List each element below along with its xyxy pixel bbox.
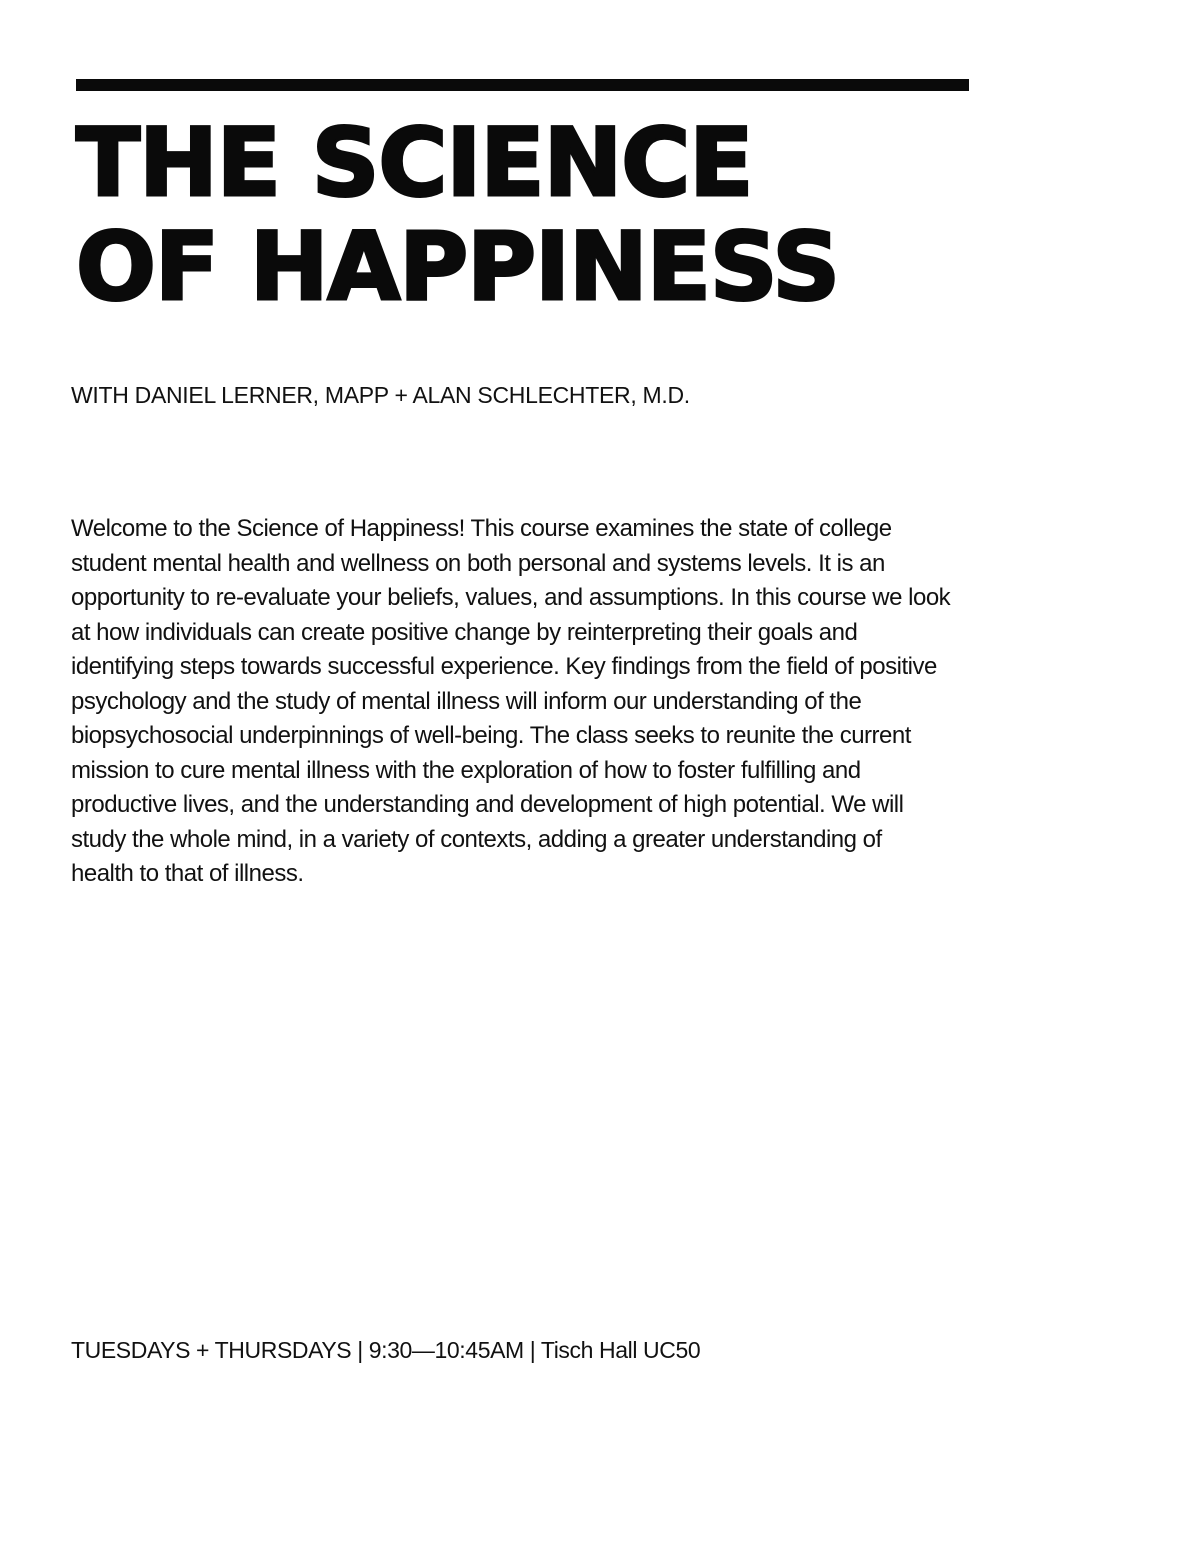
description-line: biopsychosocial underpinnings of well-being. The class seeks to reunite the current — [71, 722, 911, 749]
instructors-byline: WITH DANIEL LERNER, MAPP + ALAN SCHLECHTER, M.D. — [71, 382, 690, 408]
description-line: Welcome to the Science of Happiness! This course examines the state of college — [71, 515, 892, 542]
description-line: identifying steps towards successful experience. Key findings from the field of positive — [71, 653, 937, 680]
description-line: mission to cure mental illness with the exploration of how to foster fulfilling and — [71, 756, 861, 784]
title-line-1: THE SCIENCE — [76, 109, 753, 218]
description-line: opportunity to re-evaluate your beliefs, values, and assumptions. In this course we look — [71, 584, 951, 611]
description-line: psychology and the study of mental illness will inform our understanding of the — [71, 687, 862, 715]
page-title — [76, 109, 840, 322]
description-line: health to that of illness. — [71, 860, 304, 887]
description-line: study the whole mind, in a variety of contexts, adding a greater understanding of — [71, 825, 882, 853]
description-line: productive lives, and the understanding and development of high potential. We will — [71, 791, 904, 818]
class-schedule: TUESDAYS + THURSDAYS | 9:30—10:45AM | Tisch Hall UC50 — [71, 1337, 701, 1363]
description-line: at how individuals can create positive change by reinterpreting their goals and — [71, 618, 858, 646]
title-line-2: OF HAPPINESS — [76, 213, 840, 322]
top-rule-divider — [76, 79, 969, 91]
course-description — [71, 512, 1131, 892]
description-line: student mental health and wellness on both personal and systems levels. It is an — [71, 549, 885, 577]
